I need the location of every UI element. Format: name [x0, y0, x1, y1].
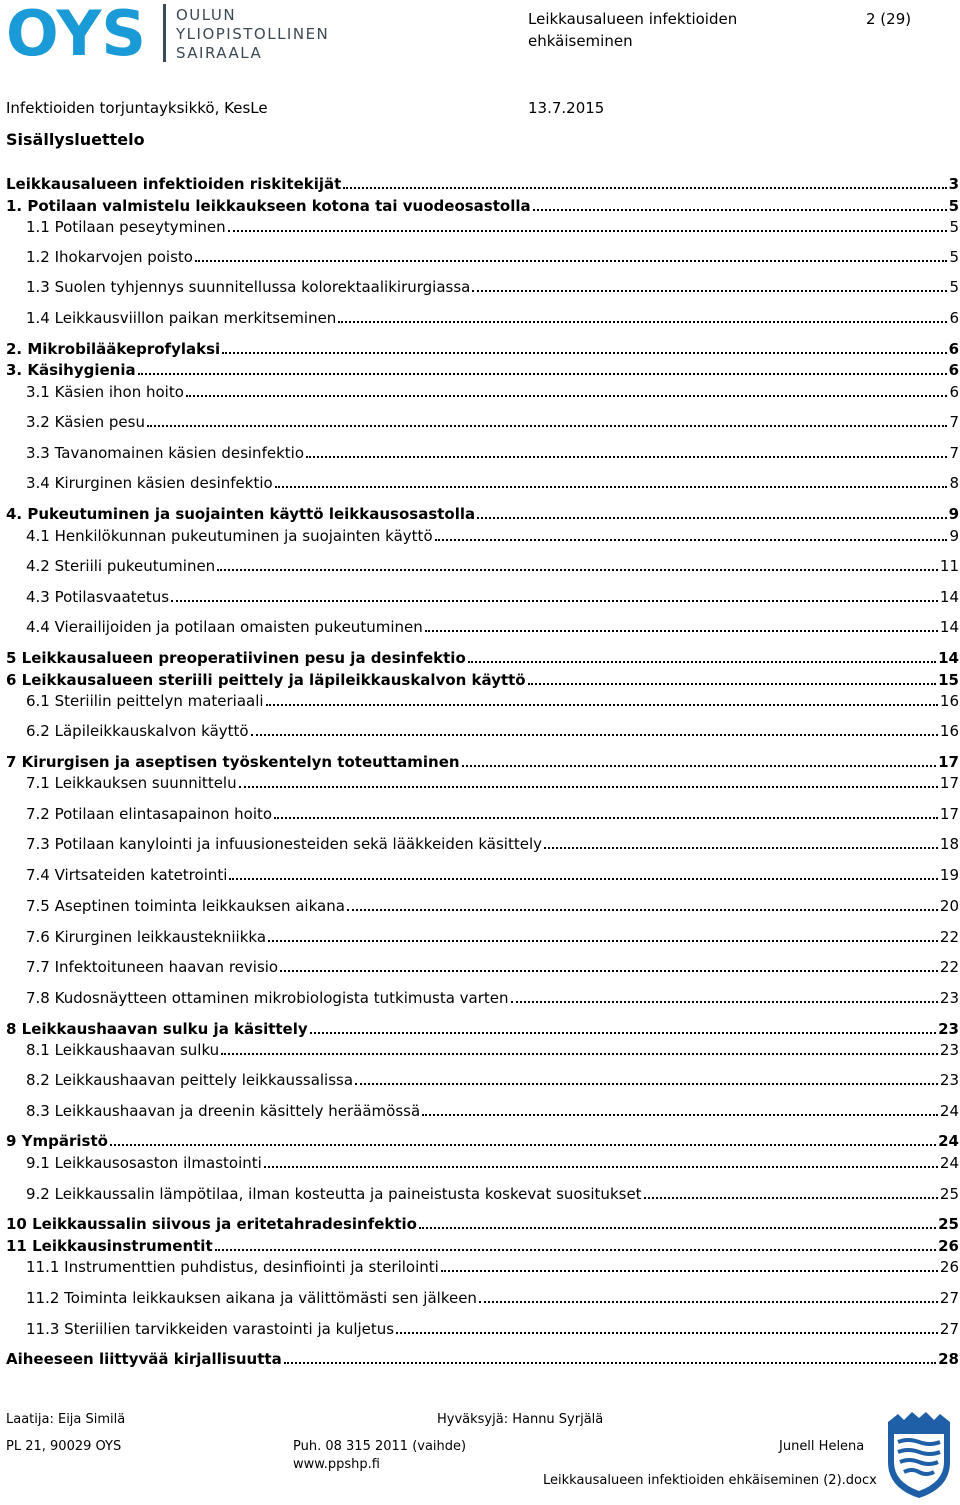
toc-dot-leader [215, 1249, 937, 1251]
toc-entry-page: 27 [939, 1320, 959, 1338]
toc-entry-label: 11 Leikkausinstrumentit [6, 1237, 213, 1255]
toc-entry-label: 4.3 Potilasvaatetus [26, 588, 170, 606]
toc-entry-label: 1. Potilaan valmistelu leikkaukseen kotona tai vuodeosastolla [6, 197, 531, 215]
toc-dot-leader [217, 569, 938, 571]
logo-line2: YLIOPISTOLLINEN [176, 25, 330, 43]
toc-entry-page: 7 [949, 413, 959, 431]
toc-entry-page: 27 [939, 1289, 959, 1307]
toc-entry[interactable] [26, 473, 959, 493]
toc-entry-label: 7.4 Virtsateiden katetrointi [26, 866, 228, 884]
toc-dot-leader [284, 1362, 936, 1364]
toc-entry-page: 23 [939, 989, 959, 1007]
toc-entry-label: 2. Mikrobilääkeprofylaksi [6, 340, 221, 358]
toc-entry-page: 8 [949, 474, 959, 492]
toc-entry-page: 24 [939, 1102, 959, 1120]
toc-entry[interactable] [6, 339, 959, 359]
toc-dot-leader [310, 1032, 936, 1034]
toc-entry-page: 17 [939, 774, 959, 792]
toc-entry[interactable] [6, 1236, 959, 1256]
toc-entry[interactable] [26, 247, 959, 267]
toc-entry-label: 7.7 Infektoituneen haavan revisio [26, 958, 279, 976]
toc-heading: Sisällysluettelo [6, 130, 145, 149]
toc-entry[interactable] [26, 1101, 959, 1121]
toc-entry-label: 4. Pukeutuminen ja suojainten käyttö leikkausosastolla [6, 505, 476, 523]
toc-entry[interactable] [26, 556, 959, 576]
toc-entry-label: 3.2 Käsien pesu [26, 413, 145, 431]
toc-dot-leader [147, 425, 948, 427]
toc-dot-leader [228, 230, 948, 232]
toc-entry-page: 14 [938, 649, 959, 667]
toc-entry-label: 8.1 Leikkaushaavan sulku [26, 1041, 220, 1059]
toc-dot-leader [274, 817, 938, 819]
toc-entry[interactable] [26, 896, 959, 916]
toc-entry[interactable] [26, 1257, 959, 1277]
toc-dot-leader [419, 1227, 936, 1229]
toc-entry-page: 16 [939, 692, 959, 710]
toc-entry-page: 6 [949, 383, 959, 401]
toc-entry[interactable] [26, 1319, 959, 1339]
toc-entry[interactable] [26, 217, 959, 237]
toc-entry-label: 11.1 Instrumenttien puhdistus, desinfiointi ja sterilointi [26, 1258, 439, 1276]
department-unit: Infektioiden torjuntayksikkö, KesLe [6, 99, 268, 117]
toc-dot-leader [422, 1114, 938, 1116]
file-name: Leikkausalueen infektioiden ehkäiseminen (2).docx [543, 1473, 877, 1488]
toc-entry-page: 3 [948, 175, 959, 193]
toc-entry-page: 25 [938, 1215, 959, 1233]
toc-entry-page: 22 [939, 958, 959, 976]
toc-entry-page: 25 [939, 1185, 959, 1203]
toc-entry-page: 17 [938, 753, 959, 771]
toc-entry-label: 3.1 Käsien ihon hoito [26, 383, 184, 401]
toc-entry[interactable] [26, 1153, 959, 1173]
toc-entry[interactable] [26, 277, 959, 297]
toc-entry-page: 9 [949, 527, 959, 545]
toc-dot-leader [544, 847, 938, 849]
toc-entry-label: 4.4 Vierailijoiden ja potilaan omaisten pukeutuminen [26, 618, 423, 636]
toc-entry[interactable] [26, 526, 959, 546]
author: Laatija: Eija Similä [6, 1412, 126, 1427]
toc-entry-page: 23 [939, 1041, 959, 1059]
toc-entry-page: 7 [949, 444, 959, 462]
postal-address: PL 21, 90029 OYS [6, 1439, 122, 1454]
toc-entry-label: 1.1 Potilaan peseytyminen [26, 218, 226, 236]
toc-entry-label: 3.3 Tavanomainen käsien desinfektio [26, 444, 304, 462]
toc-entry-page: 28 [938, 1350, 959, 1368]
toc-dot-leader [186, 395, 948, 397]
toc-entry-label: 7.2 Potilaan elintasapainon hoito [26, 805, 273, 823]
toc-dot-leader [472, 290, 947, 292]
toc-dot-leader [396, 1332, 938, 1334]
toc-dot-leader [533, 209, 947, 211]
toc-dot-leader [479, 1301, 938, 1303]
toc-entry-label: Leikkausalueen infektioiden riskitekijät [6, 175, 342, 193]
toc-entry-page: 6 [948, 361, 959, 379]
toc-dot-leader [280, 970, 938, 972]
phone-number: Puh. 08 315 2011 (vaihde) [293, 1439, 467, 1454]
toc-entry-label: 6 Leikkausalueen steriili peittely ja läpileikkauskalvon käyttö [6, 671, 526, 689]
toc-dot-leader [528, 683, 937, 685]
toc-dot-leader [239, 786, 938, 788]
toc-dot-leader [221, 1053, 938, 1055]
toc-entry-page: 17 [939, 805, 959, 823]
toc-entry[interactable] [6, 1349, 959, 1369]
toc-entry-page: 18 [939, 835, 959, 853]
toc-dot-leader [644, 1197, 938, 1199]
toc-entry-page: 23 [939, 1071, 959, 1089]
toc-entry[interactable] [26, 691, 959, 711]
toc-entry[interactable] [26, 587, 959, 607]
toc-entry-page: 15 [938, 671, 959, 689]
toc-dot-leader [347, 909, 938, 911]
toc-dot-leader [171, 600, 938, 602]
toc-entry-page: 5 [948, 197, 959, 215]
toc-dot-leader [441, 1270, 938, 1272]
toc-dot-leader [195, 260, 947, 262]
toc-entry-page: 26 [938, 1237, 959, 1255]
toc-entry-label: 3. Käsihygienia [6, 361, 136, 379]
toc-entry[interactable] [6, 1214, 959, 1234]
toc-entry-label: Aiheeseen liittyvää kirjallisuutta [6, 1350, 282, 1368]
toc-entry-label: 9 Ympäristö [6, 1132, 108, 1150]
toc-entry[interactable] [26, 1288, 959, 1308]
toc-entry[interactable] [26, 865, 959, 885]
toc-entry-label: 7.8 Kudosnäytteen ottaminen mikrobiologista tutkimusta varten [26, 989, 509, 1007]
toc-entry[interactable] [6, 1019, 959, 1039]
toc-dot-leader [435, 539, 948, 541]
toc-entry-label: 8.2 Leikkaushaavan peittely leikkaussalissa [26, 1071, 354, 1089]
toc-entry[interactable] [26, 988, 959, 1008]
toc-entry-label: 7 Kirurgisen ja aseptisen työskentelyn toteuttaminen [6, 753, 460, 771]
toc-entry[interactable] [26, 957, 959, 977]
toc-entry[interactable] [6, 752, 959, 772]
toc-entry[interactable] [6, 648, 959, 668]
toc-entry-label: 6.2 Läpileikkauskalvon käyttö [26, 722, 249, 740]
toc-entry-label: 4.1 Henkilökunnan pukeutuminen ja suojainten käyttö [26, 527, 433, 545]
toc-entry-label: 3.4 Kirurginen käsien desinfektio [26, 474, 273, 492]
toc-dot-leader [264, 1166, 938, 1168]
toc-entry-page: 14 [939, 588, 959, 606]
toc-dot-leader [425, 630, 938, 632]
toc-dot-leader [468, 661, 936, 663]
contact-person: Junell Helena [779, 1439, 865, 1454]
toc-entry-page: 5 [949, 278, 959, 296]
toc-entry-page: 24 [938, 1132, 959, 1150]
toc-dot-leader [138, 373, 947, 375]
toc-entry[interactable] [26, 1184, 959, 1204]
toc-entry[interactable] [26, 308, 959, 328]
toc-entry[interactable] [6, 360, 959, 380]
toc-entry-page: 23 [938, 1020, 959, 1038]
coat-of-arms-icon [884, 1412, 954, 1500]
toc-dot-leader [462, 765, 937, 767]
toc-entry-page: 16 [939, 722, 959, 740]
toc-entry-label: 7.1 Leikkauksen suunnittelu [26, 774, 237, 792]
toc-entry-label: 1.3 Suolen tyhjennys suunnitellussa kolorektaalikirurgiassa [26, 278, 471, 296]
toc-entry-page: 22 [939, 928, 959, 946]
toc-dot-leader [229, 878, 937, 880]
toc-entry-page: 19 [939, 866, 959, 884]
toc-entry-label: 7.5 Aseptinen toiminta leikkauksen aikana [26, 897, 345, 915]
toc-dot-leader [511, 1001, 938, 1003]
toc-entry[interactable] [6, 174, 959, 194]
toc-entry[interactable] [26, 1040, 959, 1060]
toc-entry[interactable] [6, 504, 959, 524]
toc-entry-page: 24 [939, 1154, 959, 1172]
website-link[interactable]: www.ppshp.fi [293, 1457, 380, 1472]
toc-entry-page: 5 [949, 248, 959, 266]
table-of-contents [6, 0, 960, 1505]
page-number: 2 (29) [866, 10, 912, 28]
toc-entry[interactable] [26, 443, 959, 463]
toc-dot-leader [306, 456, 947, 458]
toc-dot-leader [268, 940, 938, 942]
logo-line1: OULUN [176, 6, 237, 24]
toc-entry-page: 11 [939, 557, 959, 575]
document-date: 13.7.2015 [528, 99, 605, 117]
logo-line3: SAIRAALA [176, 44, 263, 62]
toc-entry-label: 11.3 Steriilien tarvikkeiden varastointi ja kuljetus [26, 1320, 395, 1338]
toc-entry[interactable] [26, 721, 959, 741]
toc-dot-leader [222, 352, 946, 354]
toc-entry-label: 7.6 Kirurginen leikkaustekniikka [26, 928, 267, 946]
toc-entry-label: 4.2 Steriili pukeutuminen [26, 557, 216, 575]
toc-entry[interactable] [6, 1131, 959, 1151]
toc-entry-label: 9.2 Leikkaussalin lämpötilaa, ilman kosteutta ja paineistusta koskevat suositukset [26, 1185, 642, 1203]
toc-entry-label: 10 Leikkaussalin siivous ja eritetahradesinfektio [6, 1215, 417, 1233]
toc-entry-label: 7.3 Potilaan kanylointi ja infuusionesteiden sekä lääkkeiden käsittely [26, 835, 542, 853]
toc-entry-label: 6.1 Steriilin peittelyn materiaali [26, 692, 264, 710]
toc-entry[interactable] [26, 927, 959, 947]
toc-entry-page: 9 [948, 505, 959, 523]
toc-entry-label: 1.4 Leikkausviillon paikan merkitseminen [26, 309, 337, 327]
toc-entry-label: 1.2 Ihokarvojen poisto [26, 248, 193, 266]
toc-entry[interactable] [26, 804, 959, 824]
toc-dot-leader [275, 486, 948, 488]
toc-entry-page: 6 [949, 309, 959, 327]
toc-entry-page: 5 [949, 218, 959, 236]
toc-entry[interactable] [26, 773, 959, 793]
document-title: Leikkausalueen infektioiden ehkäiseminen [528, 10, 738, 50]
toc-dot-leader [338, 321, 947, 323]
toc-dot-leader [266, 704, 938, 706]
approver: Hyväksyjä: Hannu Syrjälä [437, 1412, 604, 1427]
toc-entry-page: 6 [948, 340, 959, 358]
toc-dot-leader [110, 1144, 936, 1146]
toc-entry[interactable] [26, 617, 959, 637]
toc-entry-page: 14 [939, 618, 959, 636]
toc-entry-label: 8.3 Leikkaushaavan ja dreenin käsittely heräämössä [26, 1102, 421, 1120]
toc-dot-leader [343, 187, 946, 189]
toc-entry[interactable] [26, 1070, 959, 1090]
toc-entry[interactable] [6, 196, 959, 216]
toc-entry-label: 11.2 Toiminta leikkauksen aikana ja välittömästi sen jälkeen [26, 1289, 477, 1307]
toc-entry[interactable] [6, 670, 959, 690]
toc-entry-label: 5 Leikkausalueen preoperatiivinen pesu ja desinfektio [6, 649, 466, 667]
toc-dot-leader [355, 1083, 938, 1085]
logo-letters: OYS [6, 2, 147, 64]
toc-entry[interactable] [26, 834, 959, 854]
toc-entry-label: 9.1 Leikkausosaston ilmastointi [26, 1154, 262, 1172]
toc-dot-leader [477, 517, 946, 519]
toc-entry[interactable] [26, 412, 959, 432]
toc-entry-page: 20 [939, 897, 959, 915]
toc-entry-page: 26 [939, 1258, 959, 1276]
toc-dot-leader [251, 734, 938, 736]
toc-entry[interactable] [26, 382, 959, 402]
toc-entry-label: 8 Leikkaushaavan sulku ja käsittely [6, 1020, 308, 1038]
